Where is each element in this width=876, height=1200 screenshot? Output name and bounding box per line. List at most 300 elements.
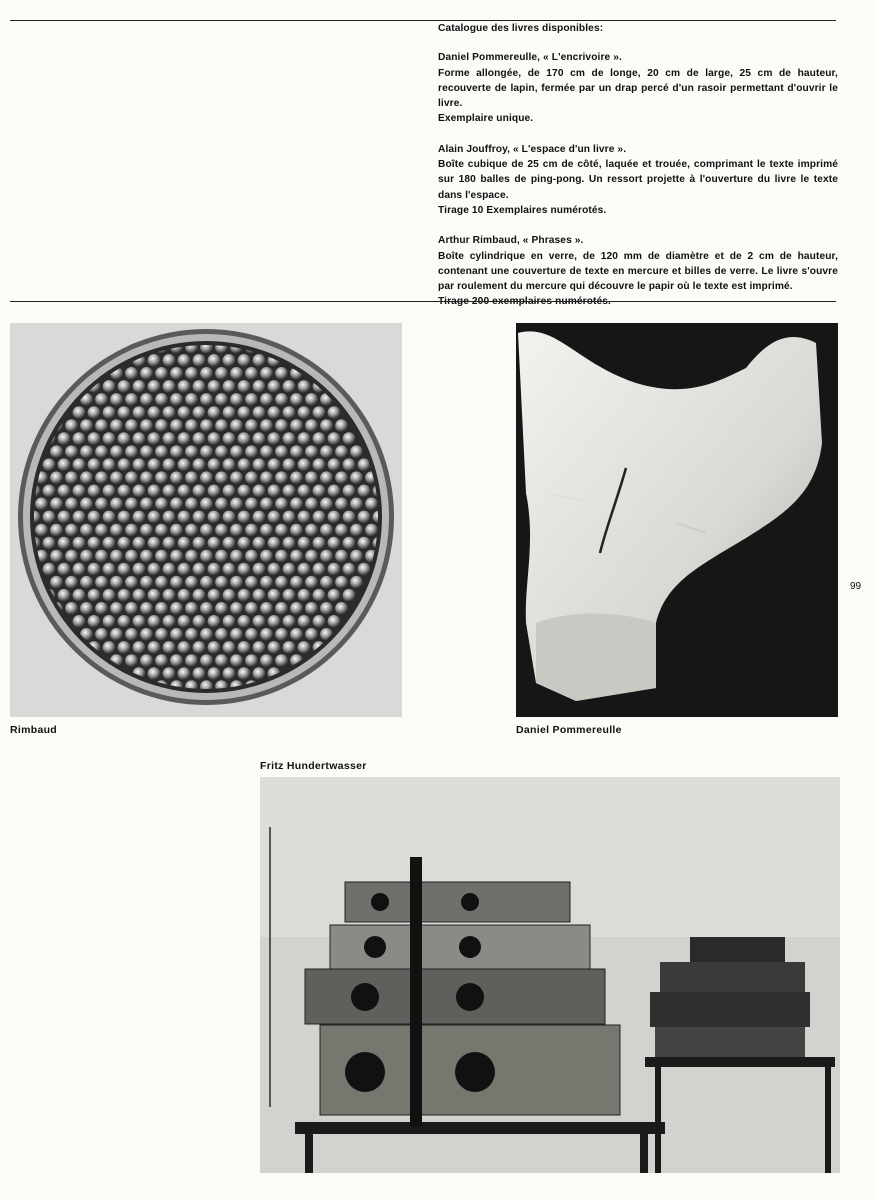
glass-bead xyxy=(118,589,131,602)
entry-edition: Exemplaire unique. xyxy=(438,113,534,125)
glass-bead xyxy=(110,524,123,537)
glass-bead xyxy=(80,419,93,432)
glass-bead xyxy=(290,419,303,432)
glass-bead xyxy=(230,498,243,511)
glass-bead xyxy=(238,406,251,419)
glass-bead xyxy=(283,432,296,445)
glass-bead xyxy=(283,563,296,576)
glass-bead xyxy=(140,524,153,537)
glass-bead xyxy=(230,550,243,563)
glass-bead xyxy=(133,641,146,654)
glass-bead xyxy=(125,550,138,563)
glass-bead xyxy=(178,589,191,602)
glass-bead xyxy=(208,537,221,550)
glass-bead xyxy=(170,628,183,641)
glass-bead xyxy=(268,589,281,602)
glass-bead xyxy=(193,667,206,680)
glass-bead xyxy=(118,537,131,550)
glass-bead xyxy=(283,589,296,602)
glass-bead xyxy=(298,615,311,628)
glass-bead xyxy=(80,576,93,589)
glass-bead xyxy=(328,432,341,445)
glass-bead xyxy=(245,524,258,537)
glass-bead xyxy=(275,419,288,432)
glass-bead xyxy=(103,380,116,393)
glass-bead xyxy=(298,406,311,419)
glass-bead xyxy=(335,576,348,589)
glass-bead xyxy=(343,485,356,498)
glass-bead xyxy=(88,589,101,602)
glass-bead xyxy=(313,615,326,628)
caption-hundertwasser: Fritz Hundertwasser xyxy=(260,760,367,772)
glass-bead xyxy=(58,537,71,550)
glass-bead xyxy=(133,615,146,628)
glass-bead xyxy=(50,471,63,484)
glass-bead xyxy=(215,628,228,641)
glass-bead xyxy=(110,471,123,484)
glass-bead xyxy=(133,432,146,445)
glass-bead xyxy=(155,654,168,667)
glass-bead xyxy=(245,628,258,641)
glass-bead xyxy=(185,498,198,511)
glass-bead xyxy=(80,471,93,484)
hundertwasser-photo xyxy=(260,777,840,1173)
glass-bead xyxy=(80,602,93,615)
glass-bead xyxy=(148,380,161,393)
glass-bead xyxy=(223,641,236,654)
glass-bead xyxy=(320,471,333,484)
glass-bead xyxy=(80,445,93,458)
glass-bead xyxy=(58,589,71,602)
glass-bead xyxy=(50,498,63,511)
glass-bead xyxy=(163,537,176,550)
glass-bead xyxy=(358,537,371,550)
glass-bead xyxy=(110,550,123,563)
glass-bead xyxy=(58,511,71,524)
glass-bead xyxy=(118,458,131,471)
glass-bead xyxy=(125,524,138,537)
glass-bead xyxy=(260,550,273,563)
glass-bead xyxy=(230,576,243,589)
glass-bead xyxy=(163,458,176,471)
glass-bead xyxy=(193,589,206,602)
glass-bead xyxy=(215,471,228,484)
glass-bead xyxy=(335,471,348,484)
glass-bead xyxy=(140,419,153,432)
glass-bead xyxy=(88,563,101,576)
glass-bead xyxy=(283,458,296,471)
glass-bead xyxy=(43,511,56,524)
glass-bead xyxy=(140,576,153,589)
glass-bead xyxy=(95,576,108,589)
glass-bead xyxy=(200,498,213,511)
glass-bead xyxy=(185,419,198,432)
glass-bead xyxy=(65,445,78,458)
glass-bead xyxy=(328,511,341,524)
glass-bead xyxy=(283,406,296,419)
glass-bead xyxy=(65,550,78,563)
glass-bead xyxy=(313,485,326,498)
glass-bead xyxy=(80,524,93,537)
catalog-entry-jouffroy xyxy=(438,142,838,218)
glass-bead xyxy=(73,458,86,471)
glass-bead xyxy=(245,576,258,589)
glass-bead xyxy=(290,602,303,615)
glass-bead xyxy=(95,524,108,537)
glass-bead xyxy=(103,511,116,524)
glass-bead xyxy=(43,458,56,471)
glass-bead xyxy=(208,615,221,628)
glass-bead xyxy=(178,537,191,550)
glass-bead xyxy=(155,393,168,406)
glass-bead xyxy=(178,380,191,393)
glass-bead xyxy=(223,354,236,367)
glass-bead xyxy=(73,432,86,445)
glass-bead xyxy=(290,550,303,563)
glass-bead xyxy=(215,419,228,432)
glass-bead xyxy=(43,485,56,498)
glass-bead xyxy=(140,628,153,641)
glass-bead xyxy=(103,537,116,550)
glass-bead xyxy=(125,628,138,641)
glass-bead xyxy=(335,524,348,537)
glass-bead xyxy=(125,471,138,484)
glass-bead xyxy=(223,406,236,419)
glass-bead xyxy=(125,602,138,615)
glass-bead xyxy=(88,432,101,445)
glass-bead xyxy=(163,511,176,524)
glass-bead xyxy=(103,406,116,419)
entry-title: Arthur Rimbaud, « Phrases ». xyxy=(438,235,584,247)
glass-bead xyxy=(185,550,198,563)
glass-bead xyxy=(103,432,116,445)
glass-bead xyxy=(283,615,296,628)
glass-bead xyxy=(305,550,318,563)
glass-bead xyxy=(133,406,146,419)
glass-bead xyxy=(148,485,161,498)
glass-bead xyxy=(320,602,333,615)
glass-bead xyxy=(193,563,206,576)
entry-description: Boîte cylindrique en verre, de 120 mm de diamètre et de 2 cm de hauteur, contenant une couverture de texte en mercure et billes de verre. Le livre s'ouvre par roulement du mercure qui découvre le papir où le texte est imprimé. xyxy=(438,250,838,293)
glass-bead xyxy=(238,511,251,524)
glass-bead xyxy=(103,563,116,576)
glass-bead xyxy=(223,458,236,471)
glass-bead xyxy=(275,524,288,537)
glass-bead xyxy=(260,524,273,537)
glass-bead xyxy=(298,458,311,471)
glass-bead xyxy=(43,537,56,550)
glass-bead xyxy=(178,485,191,498)
glass-bead xyxy=(268,406,281,419)
glass-bead xyxy=(118,511,131,524)
glass-bead xyxy=(305,524,318,537)
glass-bead xyxy=(260,393,273,406)
glass-bead xyxy=(95,602,108,615)
glass-bead xyxy=(103,641,116,654)
glass-bead xyxy=(328,537,341,550)
glass-bead xyxy=(230,654,243,667)
glass-bead xyxy=(343,511,356,524)
glass-bead xyxy=(260,576,273,589)
glass-bead xyxy=(148,432,161,445)
glass-bead xyxy=(313,406,326,419)
glass-bead xyxy=(170,471,183,484)
glass-bead xyxy=(88,485,101,498)
glass-bead xyxy=(238,537,251,550)
glass-bead xyxy=(320,524,333,537)
glass-bead xyxy=(200,628,213,641)
glass-bead xyxy=(133,563,146,576)
glass-bead xyxy=(313,511,326,524)
glass-bead xyxy=(253,615,266,628)
glass-bead xyxy=(178,511,191,524)
glass-bead xyxy=(163,641,176,654)
glass-bead xyxy=(88,511,101,524)
glass-bead xyxy=(290,445,303,458)
glass-bead xyxy=(125,419,138,432)
glass-bead xyxy=(305,602,318,615)
glass-bead xyxy=(208,485,221,498)
glass-bead xyxy=(50,524,63,537)
glass-bead xyxy=(275,628,288,641)
glass-bead xyxy=(268,432,281,445)
glass-bead xyxy=(313,432,326,445)
glass-bead xyxy=(230,393,243,406)
glass-bead xyxy=(110,628,123,641)
glass-bead xyxy=(253,537,266,550)
glass-bead xyxy=(283,511,296,524)
glass-bead xyxy=(350,524,363,537)
glass-bead xyxy=(238,354,251,367)
glass-bead xyxy=(298,432,311,445)
glass-bead xyxy=(170,419,183,432)
middle-rule xyxy=(10,301,836,302)
glass-bead xyxy=(200,445,213,458)
glass-bead xyxy=(335,419,348,432)
glass-bead xyxy=(110,419,123,432)
glass-bead xyxy=(253,380,266,393)
glass-bead xyxy=(223,380,236,393)
glass-bead xyxy=(73,511,86,524)
glass-bead xyxy=(200,550,213,563)
glass-bead xyxy=(125,445,138,458)
glass-bead xyxy=(350,550,363,563)
glass-bead xyxy=(133,380,146,393)
glass-bead xyxy=(140,550,153,563)
glass-bead xyxy=(335,445,348,458)
glass-bead xyxy=(73,537,86,550)
glass-bead xyxy=(110,576,123,589)
glass-bead xyxy=(230,419,243,432)
glass-bead xyxy=(95,445,108,458)
glass-bead xyxy=(283,641,296,654)
glass-bead xyxy=(313,589,326,602)
glass-bead xyxy=(178,667,191,680)
glass-bead xyxy=(298,537,311,550)
glass-bead xyxy=(238,485,251,498)
entry-title: Alain Jouffroy, « L'espace d'un livre ». xyxy=(438,143,627,155)
glass-bead xyxy=(328,615,341,628)
glass-bead xyxy=(193,485,206,498)
glass-bead xyxy=(260,419,273,432)
glass-bead xyxy=(178,641,191,654)
glass-bead xyxy=(335,602,348,615)
glass-bead xyxy=(215,498,228,511)
glass-bead xyxy=(155,471,168,484)
glass-bead xyxy=(80,498,93,511)
glass-bead xyxy=(328,485,341,498)
glass-bead xyxy=(260,654,273,667)
glass-bead xyxy=(103,485,116,498)
entry-edition: Tirage 10 Exemplaires numérotés. xyxy=(438,204,607,216)
glass-bead xyxy=(170,393,183,406)
glass-bead xyxy=(140,602,153,615)
glass-bead xyxy=(88,615,101,628)
glass-bead xyxy=(260,471,273,484)
glass-bead xyxy=(230,445,243,458)
glass-bead xyxy=(298,563,311,576)
glass-bead xyxy=(275,654,288,667)
glass-bead xyxy=(268,458,281,471)
glass-bead xyxy=(365,524,378,537)
glass-bead xyxy=(350,498,363,511)
glass-bead xyxy=(230,628,243,641)
glass-bead xyxy=(215,602,228,615)
glass-bead xyxy=(73,615,86,628)
glass-bead xyxy=(238,667,251,680)
glass-bead xyxy=(268,511,281,524)
glass-bead xyxy=(200,393,213,406)
glass-bead xyxy=(335,498,348,511)
catalog-text xyxy=(438,20,838,310)
glass-bead xyxy=(178,615,191,628)
glass-bead xyxy=(118,641,131,654)
glass-bead xyxy=(358,511,371,524)
glass-bead xyxy=(305,445,318,458)
glass-bead xyxy=(238,641,251,654)
glass-bead xyxy=(275,367,288,380)
glass-bead xyxy=(155,628,168,641)
glass-bead xyxy=(283,380,296,393)
glass-bead xyxy=(163,432,176,445)
glass-bead xyxy=(283,537,296,550)
glass-bead xyxy=(320,498,333,511)
glass-bead xyxy=(268,641,281,654)
glass-bead xyxy=(73,406,86,419)
glass-bead xyxy=(178,432,191,445)
glass-bead xyxy=(133,511,146,524)
glass-bead xyxy=(185,628,198,641)
glass-bead xyxy=(268,380,281,393)
glass-bead xyxy=(118,485,131,498)
glass-bead xyxy=(223,563,236,576)
glass-bead xyxy=(253,458,266,471)
glass-bead xyxy=(163,615,176,628)
glass-bead xyxy=(320,550,333,563)
catalog-heading: Catalogue des livres disponibles: xyxy=(438,23,604,34)
glass-bead xyxy=(275,576,288,589)
entry-description: Forme allongée, de 170 cm de longe, 20 cm de large, 25 cm de hauteur, recouverte de lapin, fermée par un drap percé d'un rasoir permettant d'ouvrir le livre. xyxy=(438,67,838,110)
glass-bead xyxy=(140,654,153,667)
pommereulle-photo xyxy=(516,323,838,717)
glass-bead xyxy=(65,576,78,589)
glass-bead xyxy=(245,602,258,615)
glass-bead xyxy=(133,537,146,550)
glass-bead xyxy=(260,367,273,380)
glass-bead xyxy=(253,641,266,654)
glass-bead xyxy=(298,589,311,602)
glass-bead xyxy=(65,419,78,432)
glass-bead xyxy=(193,432,206,445)
glass-bead xyxy=(148,354,161,367)
glass-bead xyxy=(343,563,356,576)
glass-bead xyxy=(110,393,123,406)
glass-bead xyxy=(200,602,213,615)
glass-bead xyxy=(155,524,168,537)
glass-bead xyxy=(103,458,116,471)
glass-bead xyxy=(320,445,333,458)
glass-bead xyxy=(275,550,288,563)
glass-bead xyxy=(170,498,183,511)
glass-bead xyxy=(35,498,48,511)
glass-bead xyxy=(118,432,131,445)
glass-bead xyxy=(185,524,198,537)
glass-bead xyxy=(193,354,206,367)
glass-bead xyxy=(185,367,198,380)
glass-bead xyxy=(103,615,116,628)
glass-bead xyxy=(245,654,258,667)
glass-bead xyxy=(223,589,236,602)
glass-bead xyxy=(305,628,318,641)
glass-bead xyxy=(35,524,48,537)
glass-bead xyxy=(58,485,71,498)
boxes-sculpture-image xyxy=(260,777,840,1173)
glass-bead xyxy=(290,628,303,641)
glass-bead xyxy=(58,432,71,445)
glass-bead xyxy=(148,615,161,628)
glass-bead xyxy=(223,511,236,524)
glass-bead xyxy=(133,485,146,498)
glass-bead xyxy=(178,563,191,576)
glass-bead xyxy=(178,354,191,367)
glass-bead xyxy=(208,563,221,576)
glass-bead xyxy=(253,406,266,419)
glass-bead xyxy=(313,537,326,550)
catalog-entry-pommereulle xyxy=(438,50,838,126)
glass-bead xyxy=(328,406,341,419)
glass-bead xyxy=(343,432,356,445)
glass-bead xyxy=(163,380,176,393)
glass-bead xyxy=(298,485,311,498)
glass-bead xyxy=(103,589,116,602)
glass-bead xyxy=(200,419,213,432)
glass-bead xyxy=(193,641,206,654)
glass-bead xyxy=(298,641,311,654)
glass-bead xyxy=(148,641,161,654)
glass-bead xyxy=(163,354,176,367)
glass-bead xyxy=(155,602,168,615)
glass-bead xyxy=(343,458,356,471)
glass-bead xyxy=(65,524,78,537)
glass-bead xyxy=(148,458,161,471)
glass-bead xyxy=(253,432,266,445)
glass-bead xyxy=(200,654,213,667)
glass-bead xyxy=(88,406,101,419)
glass-bead xyxy=(170,654,183,667)
glass-bead xyxy=(305,393,318,406)
glass-bead xyxy=(268,563,281,576)
glass-bead xyxy=(193,406,206,419)
